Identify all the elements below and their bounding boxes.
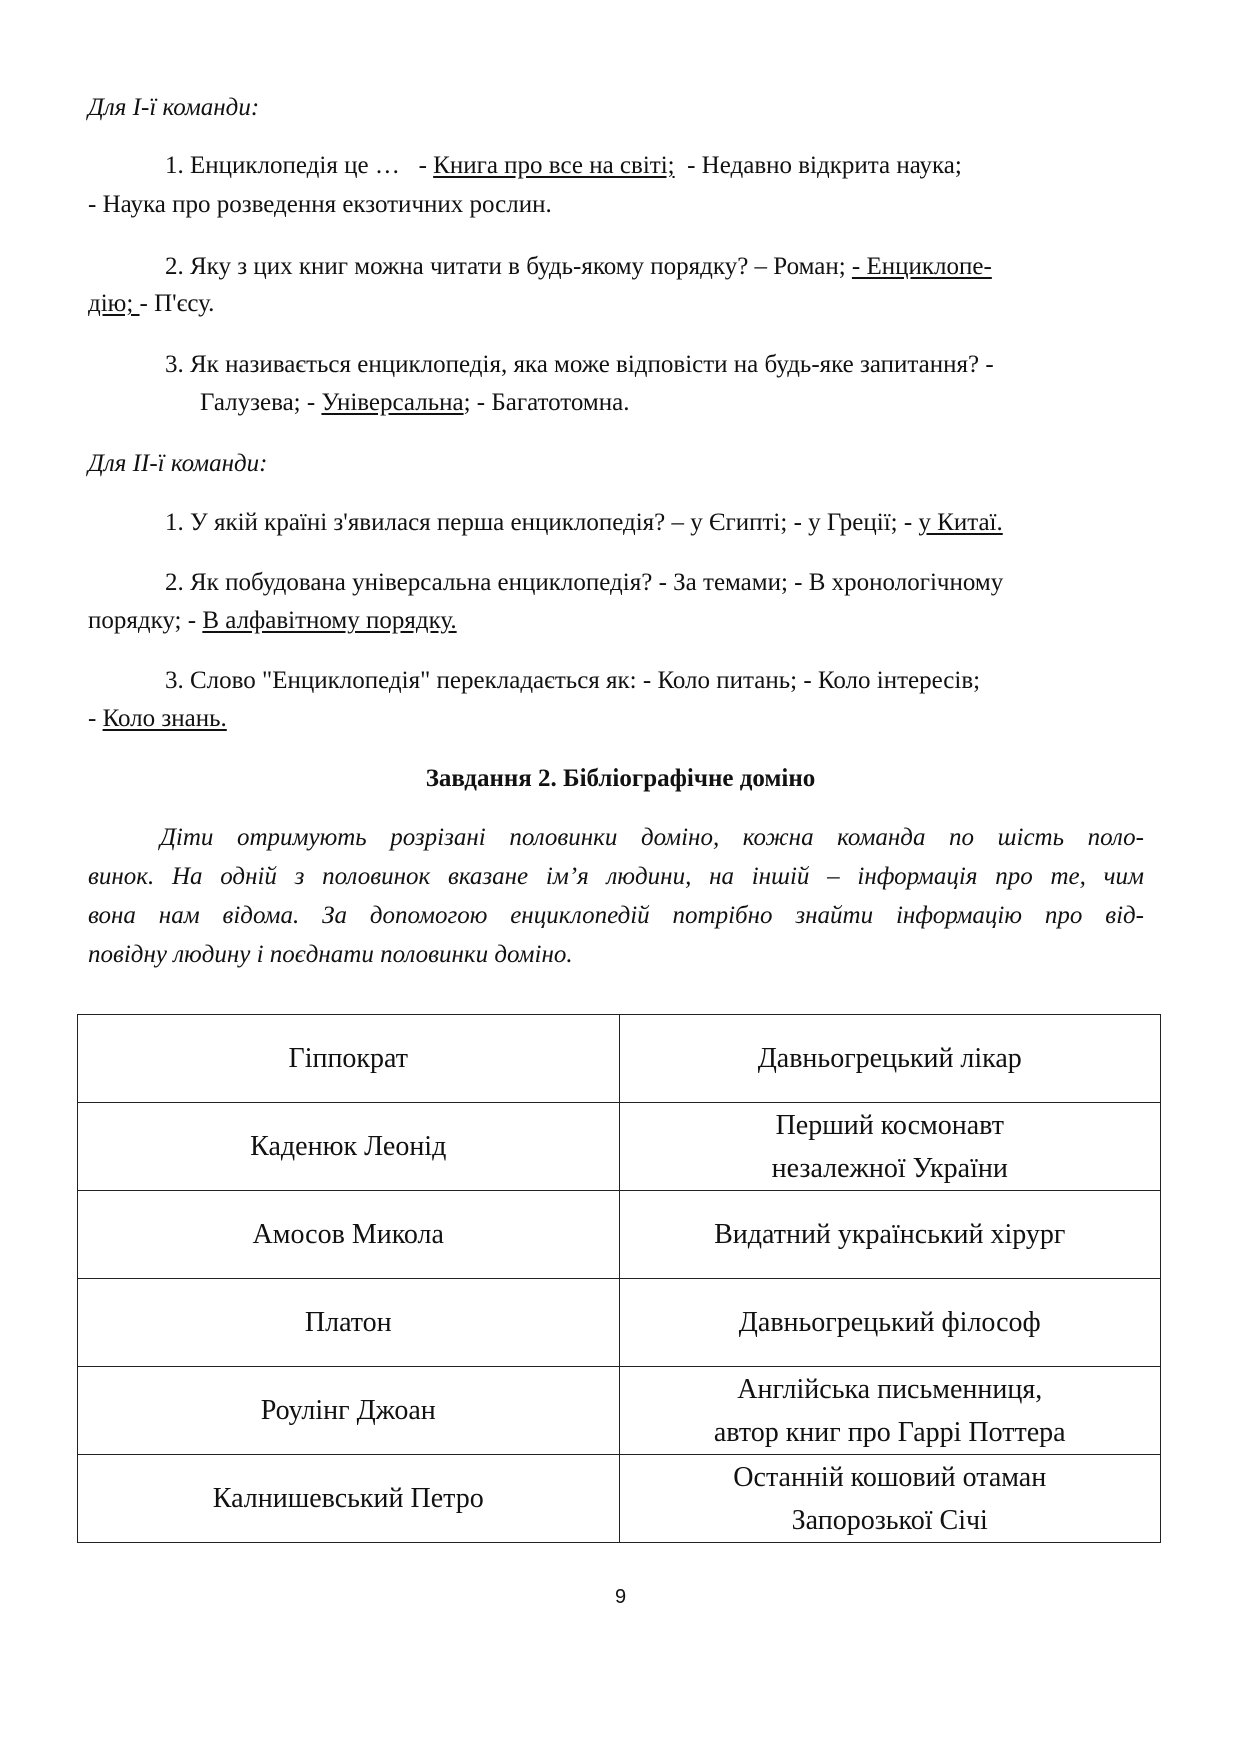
table-row <box>78 1279 1161 1367</box>
team1-question-2: 2. Яку з цих книг можна читати в будь-якому порядку? – Роман; - Енциклопе- <box>165 253 992 280</box>
person-info-cell: Перший космонавт незалежної України <box>619 1103 1161 1191</box>
team2-question-3-line2: - Коло знань. <box>88 705 227 732</box>
person-name-cell: Платон <box>78 1279 620 1367</box>
table-row <box>78 1015 1161 1103</box>
correct-answer: - Енциклопе- <box>851 253 992 280</box>
team1-question-3: 3. Як називається енциклопедія, яка може відповісти на будь-яке запитання? - <box>165 351 994 378</box>
team2-header: Для ІІ-ї команди: <box>88 450 268 477</box>
table-row <box>78 1103 1161 1191</box>
correct-answer: Універсальна <box>321 389 464 416</box>
person-info-cell: Давньогрецький філософ <box>619 1279 1161 1367</box>
correct-answer: Книга про все на світі; <box>433 152 675 179</box>
person-info-cell: Видатний український хірург <box>619 1191 1161 1279</box>
correct-answer: дію; <box>88 290 140 317</box>
task2-description-line-1: Діти отримують розрізані половинки доміно, кожна команда по шість поло- <box>160 824 1144 851</box>
person-info-cell: Англійська письменниця, автор книг про Гаррі Поттера <box>619 1367 1161 1455</box>
table-row <box>78 1367 1161 1455</box>
team1-question-3-line2: Галузева; - Універсальна; - Багатотомна. <box>200 389 630 416</box>
person-name-cell: Калнишевський Петро <box>78 1455 620 1543</box>
task2-description-line-3: вона нам відома. За допомогою енциклопедій потрібно знайти інформацію про від- <box>88 902 1144 929</box>
person-name-cell: Гіппократ <box>78 1015 620 1103</box>
person-name-cell: Роулінг Джоан <box>78 1367 620 1455</box>
correct-answer: В алфавітному порядку. <box>202 607 457 634</box>
team2-question-2: 2. Як побудована універсальна енциклопедія? - За темами; - В хронологічному <box>165 569 1004 596</box>
person-info-cell: Останній кошовий отаман Запорозької Січі <box>619 1455 1161 1543</box>
task2-description-line-4: повідну людину і поєднати половинки доміно. <box>88 941 573 968</box>
domino-table <box>77 1014 1161 1543</box>
task2-title: Завдання 2. Бібліографічне доміно <box>425 765 816 792</box>
team2-question-2-line2: порядку; - В алфавітному порядку. <box>88 607 457 634</box>
person-info-cell: Давньогрецький лікар <box>619 1015 1161 1103</box>
team1-question-1-line2: - Наука про розведення екзотичних рослин. <box>88 191 552 218</box>
page-number: 9 <box>614 1586 627 1608</box>
team1-header: Для І-ї команди: <box>88 94 260 121</box>
table-row <box>78 1455 1161 1543</box>
team1-question-2-line2: дію; - П'єсу. <box>88 290 215 317</box>
team2-question-3: 3. Слово "Енциклопедія" перекладається як: - Коло питань; - Коло інтересів; <box>165 667 981 694</box>
person-name-cell: Каденюк Леонід <box>78 1103 620 1191</box>
team1-question-1: 1. Енциклопедія це … - Книга про все на світі; - Недавно відкрита наука; <box>165 152 962 179</box>
person-name-cell: Амосов Микола <box>78 1191 620 1279</box>
task2-description-line-2: винок. На одній з половинок вказане ім’я людини, на іншій – інформація про те, чим <box>88 863 1144 890</box>
correct-answer: у Китаї. <box>918 509 1003 536</box>
team2-question-1: 1. У якій країні з'явилася перша енциклопедія? – у Єгипті; - у Греції; - у Китаї. <box>165 509 1003 536</box>
table-row <box>78 1191 1161 1279</box>
correct-answer: Коло знань. <box>102 705 227 732</box>
